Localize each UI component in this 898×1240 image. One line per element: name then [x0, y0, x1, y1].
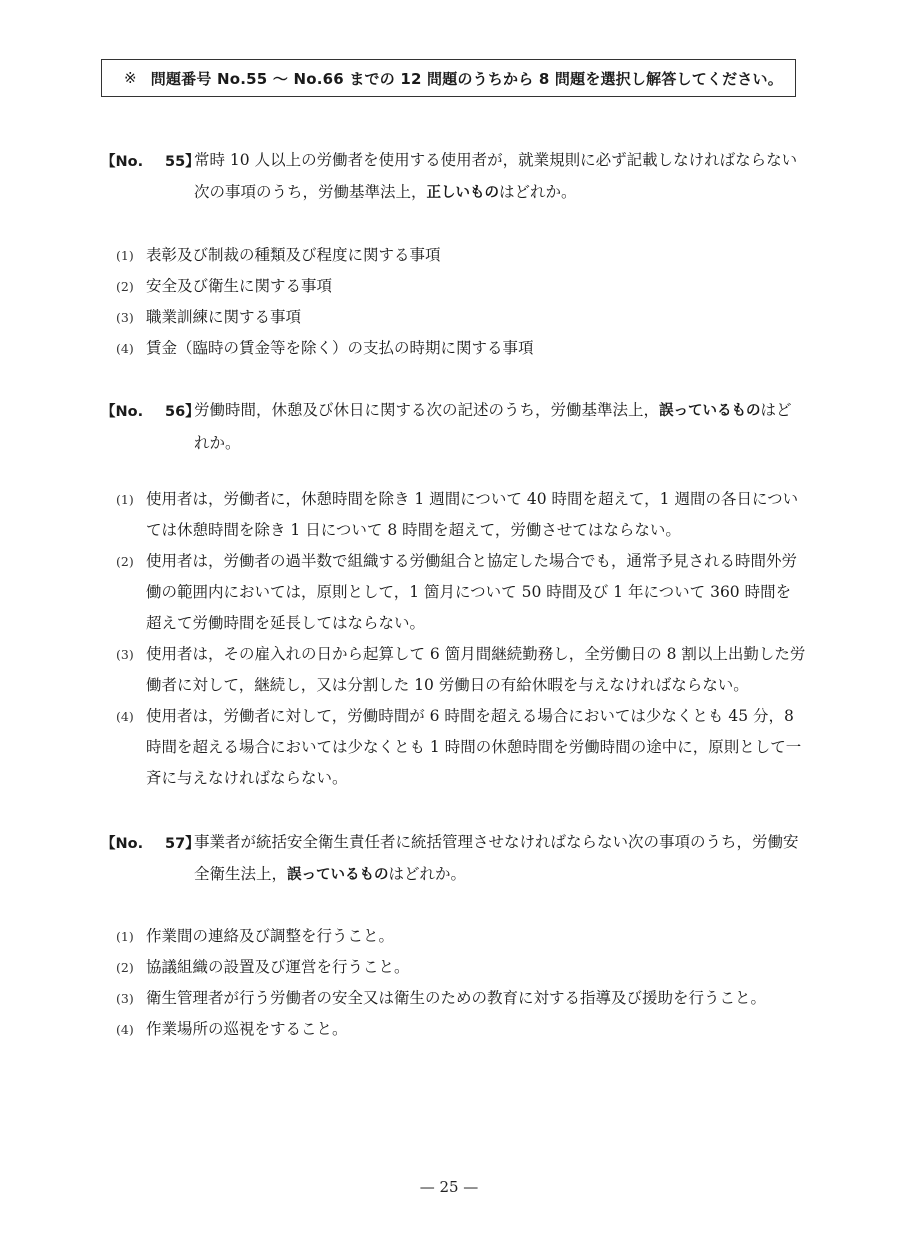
instruction-box	[101, 59, 796, 97]
question-number: 【No. 57】	[101, 836, 200, 852]
option-item: (1) 表彰及び制裁の種類及び程度に関する事項	[116, 246, 441, 264]
option-item: (4) 作業場所の巡視をすること。	[116, 1020, 348, 1038]
question-stem: 労働時間，休憩及び休日に関する次の記述のうち，労働基準法上，誤っているものはどれか。	[194, 401, 792, 452]
option-item: (3) 使用者は，その雇入れの日から起算して 6 箇月間継続勤務し，全労働日の 8 割以上出勤した労働者に対して，継続し，又は分割した 10 労働日の有給休暇を与えなければならない。	[116, 645, 806, 694]
option-item: (1) 使用者は，労働者に，休憩時間を除き 1 週間について 40 時間を超えて，1 週間の各日については休憩時間を除き 1 日について 8 時間を超えて，労働させてはならない。	[116, 490, 799, 539]
question-stem: 常時 10 人以上の労働者を使用する使用者が，就業規則に必ず記載しなければならない次の事項のうち，労働基準法上，正しいものはどれか。	[194, 151, 798, 201]
option-item: (1) 作業間の連絡及び調整を行うこと。	[116, 927, 395, 945]
reference-mark: ※	[124, 69, 137, 87]
option-item: (3) 職業訓練に関する事項	[116, 308, 302, 326]
option-item: (2) 協議組織の設置及び運営を行うこと。	[116, 958, 410, 976]
option-item: (3) 衛生管理者が行う労働者の安全又は衛生のための教育に対する指導及び援助を行うこと。	[116, 989, 767, 1007]
instruction-text: 問題番号 No.55 ～ No.66 までの 12 問題のうちから 8 問題を選択し解答してください。	[150, 69, 783, 88]
question-emphasis: 誤っているもの	[659, 403, 761, 419]
question-number: 【No. 55】	[101, 154, 200, 170]
option-item: (4) 賃金（臨時の賃金等を除く）の支払の時期に関する事項	[116, 339, 534, 357]
question-emphasis: 正しいもの	[426, 185, 500, 201]
options-57	[116, 921, 806, 1045]
options-56	[116, 484, 806, 794]
page-number: — 25 —	[419, 1178, 479, 1196]
option-item: (2) 使用者は，労働者の過半数で組織する労働組合と協定した場合でも，通常予見される時間外労働の範囲内においては，原則として，1 箇月について 50 時間及び 1 年について 360 時間を超えて労働時間を延長してはならない。	[116, 552, 798, 632]
options-55	[116, 240, 806, 364]
question-emphasis: 誤っているもの	[287, 867, 389, 883]
option-item: (2) 安全及び衛生に関する事項	[116, 277, 333, 295]
question-number: 【No. 56】	[101, 404, 200, 420]
option-item: (4) 使用者は，労働者に対して，労働時間が 6 時間を超える場合においては少なくとも 45 分，8 時間を超える場合においては少なくとも 1 時間の休憩時間を労働時間の途中に，原則として一斉に与えなければならない。	[116, 707, 802, 787]
question-stem: 事業者が統括安全衛生責任者に統括管理させなければならない次の事項のうち，労働安全衛生法上，誤っているものはどれか。	[194, 833, 799, 883]
